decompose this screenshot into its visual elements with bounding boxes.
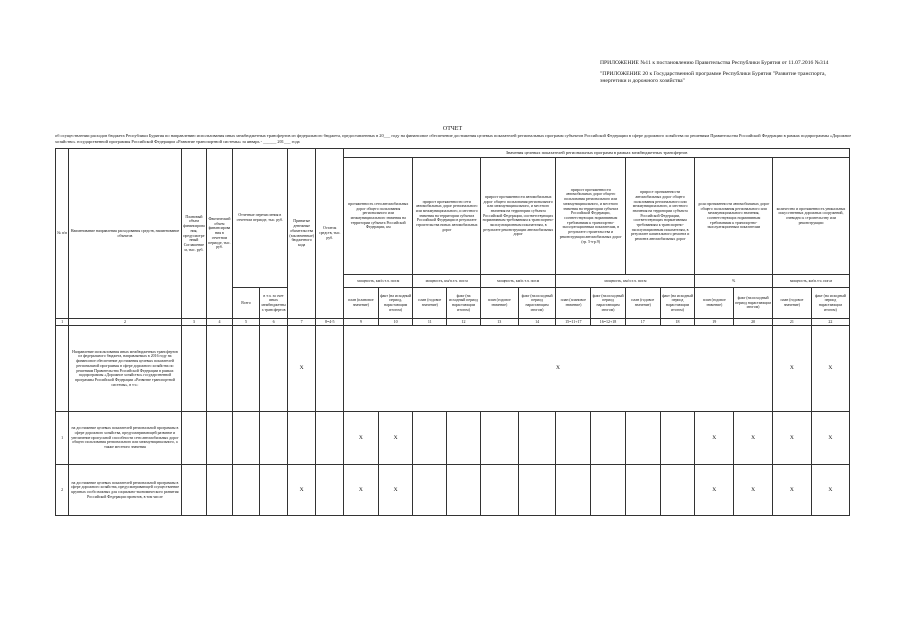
fact-subheader: факт (на исходный период, нарастающим итогом) <box>378 288 413 319</box>
col-number: 16=12+18 <box>591 319 626 326</box>
cell <box>316 412 344 465</box>
col-number: 10 <box>378 319 413 326</box>
cell <box>447 412 481 465</box>
col-fin-plan-header: Плановый объем финансирования, предусмотренный Соглашением, тыс. руб. <box>181 149 207 319</box>
indicator-3-header: прирост протяженности автомобильных дорог общего пользования регионального или межмуниципального, и местного значения на территории субъекта Российской Федерации, соответствующих нормативным требованиям к транспортно-эксплуатационным показателям, в результате реконструкции автомобильных дорог <box>480 158 556 275</box>
indicator-7-header: количество и протяженность уникальных искусственных дорожных сооружений, очевидно к строительству или реконструкции <box>772 158 849 275</box>
col-number: 8=4-5 <box>316 319 344 326</box>
cell <box>207 412 233 465</box>
unit-cell: мощность, км/п.т.ч. пог.м <box>772 275 849 288</box>
cell <box>518 465 556 516</box>
col-number: 12 <box>447 319 481 326</box>
report-subtitle: об осуществлении расходов бюджета Республики Бурятия по направлению использования иных межбюджетных трансфертов из федерального бюджета, предоставленных в 20___ году на финансовое обеспечение достижения целевых показателей региональных программ субъектов Российской Федерации в сфере дорожного хозяйства по решениям Правительства Российской Федерации в рамках подпрограммы «Дорожное хозяйство» государственной программы Российской Федерации «Развитие транспортной системы» за январь - ______ 201___ года <box>55 133 852 144</box>
cell <box>625 412 660 465</box>
col-number: 18 <box>660 319 695 326</box>
col-number: 4 <box>207 319 233 326</box>
cell <box>316 326 344 412</box>
cell <box>287 412 316 465</box>
x-mark: X <box>344 326 773 412</box>
cell <box>518 412 556 465</box>
cell <box>181 465 207 516</box>
row-num: 1 <box>56 412 69 465</box>
cell <box>413 465 447 516</box>
unit-cell: мощность, км/п.т.ч. пог.м <box>344 275 413 288</box>
unit-cell: % <box>695 275 773 288</box>
cell <box>181 412 207 465</box>
table-row <box>56 326 850 412</box>
plan-subheader: план (годовое значение) <box>772 288 811 319</box>
cell <box>260 412 288 465</box>
plan-subheader: план (плановое значение) <box>556 288 591 319</box>
cell <box>260 465 288 516</box>
row-num <box>56 326 69 412</box>
fact-subheader: факт (на исходный период нарастающим итогом) <box>811 288 849 319</box>
cell <box>232 465 260 516</box>
indicator-4-header: прирост протяженности автомобильных дорог общего пользования регионального или межмуниципального, и местного значения на территории субъекта Российской Федерации, соответствующих нормативным требованиям к транспортно-эксплуатационным показателям, в результате строительства и реконструкции автомобильных дорог (гр. 5+гр.9) <box>556 158 625 275</box>
cell <box>447 465 481 516</box>
indicator-6-header: доля протяженности автомобильных дорог общего пользования регионального или межмуниципального значения, соответствующих нормативным требованиям к транспортно-эксплуатационным показателям <box>695 158 773 275</box>
fact-subheader: факт (на исходный период нарастающим итогом) <box>734 288 773 319</box>
document-header <box>600 60 850 89</box>
table-row <box>56 465 850 516</box>
col-number: 2 <box>69 319 181 326</box>
plan-subheader: план (годовое значение) <box>695 288 734 319</box>
col-number: 17 <box>625 319 660 326</box>
cell <box>480 412 518 465</box>
x-mark: X <box>287 465 316 516</box>
col-number: 9 <box>344 319 379 326</box>
col-name-header: Наименование направления расходования средств, наименование объектов <box>69 149 181 319</box>
cell <box>480 465 518 516</box>
col-number: 13 <box>480 319 518 326</box>
x-mark: X <box>772 326 811 412</box>
appendix-line-1: ПРИЛОЖЕНИЕ №11 к постановлению Правительства Республики Бурятия от 11.07.2016 №314 <box>600 60 829 66</box>
unit-cell: мощность, км/п.т.ч. пог.м <box>556 275 695 288</box>
x-mark: X <box>772 465 811 516</box>
indicator-2-header: прирост протяженности сети автомобильных дорог регионального или межмуниципального, и местного значения на территории субъекта Российской Федерации в результате строительства новых автомобильных дорог <box>413 158 480 275</box>
col-number: 7 <box>287 319 316 326</box>
plan-subheader: план (годовое значение) <box>625 288 660 319</box>
cell <box>625 465 660 516</box>
col-number: 19 <box>695 319 734 326</box>
col-number: 5 <box>232 319 260 326</box>
fact-subheader: факт (на исходный период нарастающим итогом) <box>660 288 695 319</box>
x-mark: X <box>811 326 849 412</box>
x-mark: X <box>344 412 379 465</box>
table-row <box>56 412 850 465</box>
cell <box>232 326 260 412</box>
cell <box>260 326 288 412</box>
row-name: на достижение целевых показателей региональной программы в сфере дорожного хозяйства, предусматривающей развитие и увеличение пропускной способности сети автомобильных дорог общего пользования регионального или межмуниципального, а также местного значения <box>69 412 181 465</box>
col-number: 3 <box>181 319 207 326</box>
indicator-1-header: протяженность сети автомобильных дорог общего пользования регионального или межмуниципального значения на территории субъекта Российской Федерации, км <box>344 158 413 275</box>
col-number: 6 <box>260 319 288 326</box>
cell <box>207 326 233 412</box>
cell <box>591 465 626 516</box>
col-fin-fact-header: Фактический объем финансирования в отчетном периоде, тыс. руб. <box>207 149 233 319</box>
col-number: 11 <box>413 319 447 326</box>
row-num: 2 <box>56 465 69 516</box>
indicator-5-header: прирост протяженности автомобильных дорог общего пользования регионального или межмуниципального, и местного значения на территории субъекта Российской Федерации, соответствующих нормативным требованиям к транспортно-эксплуатационным показателям, в результате капитального ремонта и ремонта автомобильных дорог <box>625 158 694 275</box>
cell <box>232 412 260 465</box>
cell <box>556 412 591 465</box>
plan-subheader: план (годовое значение) <box>413 288 447 319</box>
row-name: Направление использования иных межбюджетных трансфертов из федерального бюджета, направляемых в 2016 году на финансовое обеспечение достижения целевых показателей региональной программы в сфере дорожного хозяйства по решениям Правительства Российской Федерации в рамках подпрограммы «Дорожное хозяйство» государственной программы Российской Федерации «Развитие транспортной системы», в т.ч.: <box>69 326 181 412</box>
col-number: 22 <box>811 319 849 326</box>
col-number: 20 <box>734 319 773 326</box>
cell <box>660 465 695 516</box>
cell <box>556 465 591 516</box>
cell <box>660 412 695 465</box>
col-number: 14 <box>518 319 556 326</box>
col-number: 1 <box>56 319 69 326</box>
x-mark: X <box>344 465 379 516</box>
report-table <box>55 148 850 516</box>
col-number: 15=11+17 <box>556 319 591 326</box>
cell <box>181 326 207 412</box>
fact-subheader: факт (на исходный период нарастающим итогом) <box>447 288 481 319</box>
appendix-line-2: "ПРИЛОЖЕНИЕ 20 к Государственной программе Республики Бурятия "Развитие транспорта, энергетики и дорожного хозяйства" <box>600 71 826 84</box>
x-mark: X <box>772 412 811 465</box>
x-mark: X <box>378 412 413 465</box>
unit-cell: мощность, км/п.т.ч. пог.м <box>413 275 480 288</box>
reported-total-header: Всего <box>232 288 260 319</box>
indicators-group-header: Значения целевых показателей региональных программ в рамках межбюджетных трансфертов <box>344 149 850 158</box>
unit-cell: мощность, км/п.т.ч. пог.м <box>480 275 556 288</box>
col-number: 21 <box>772 319 811 326</box>
row-name: на достижение целевых показателей региональной программы в сфере дорожного хозяйства, предусматривающей осуществление крупных особо важных для социально-экономического развития Российской Федерации проектов, в том числе <box>69 465 181 516</box>
x-mark: X <box>287 326 316 412</box>
x-mark: X <box>811 412 849 465</box>
col-reported-header: Отчетные перечисления в отчетном периоде, тыс. руб. <box>232 149 287 288</box>
reported-incl-header: в т.ч. за счет иных межбюджетных трансфертов <box>260 288 288 319</box>
report-title: ОТЧЕТ <box>442 126 463 132</box>
plan-subheader: план (годовое значение) <box>480 288 518 319</box>
cell <box>316 465 344 516</box>
col-accepted-header: Принятые денежные обязательства (заключенные) бюджетного кода <box>287 149 316 319</box>
fact-subheader: факт (на исходный период нарастающим итогом) <box>518 288 556 319</box>
col-num-header: № п/п <box>56 149 69 319</box>
cell <box>207 465 233 516</box>
col-remainder-header: Остаток средств, тыс. руб. <box>316 149 344 319</box>
cell <box>413 412 447 465</box>
x-mark: X <box>811 465 849 516</box>
x-mark: X <box>734 412 773 465</box>
column-numbers-row <box>56 319 850 326</box>
x-mark: X <box>695 412 734 465</box>
plan-subheader: план (плановое значение) <box>344 288 379 319</box>
x-mark: X <box>734 465 773 516</box>
x-mark: X <box>695 465 734 516</box>
x-mark: X <box>378 465 413 516</box>
cell <box>591 412 626 465</box>
fact-subheader: факт (на исходный период нарастающим итогом) <box>591 288 626 319</box>
